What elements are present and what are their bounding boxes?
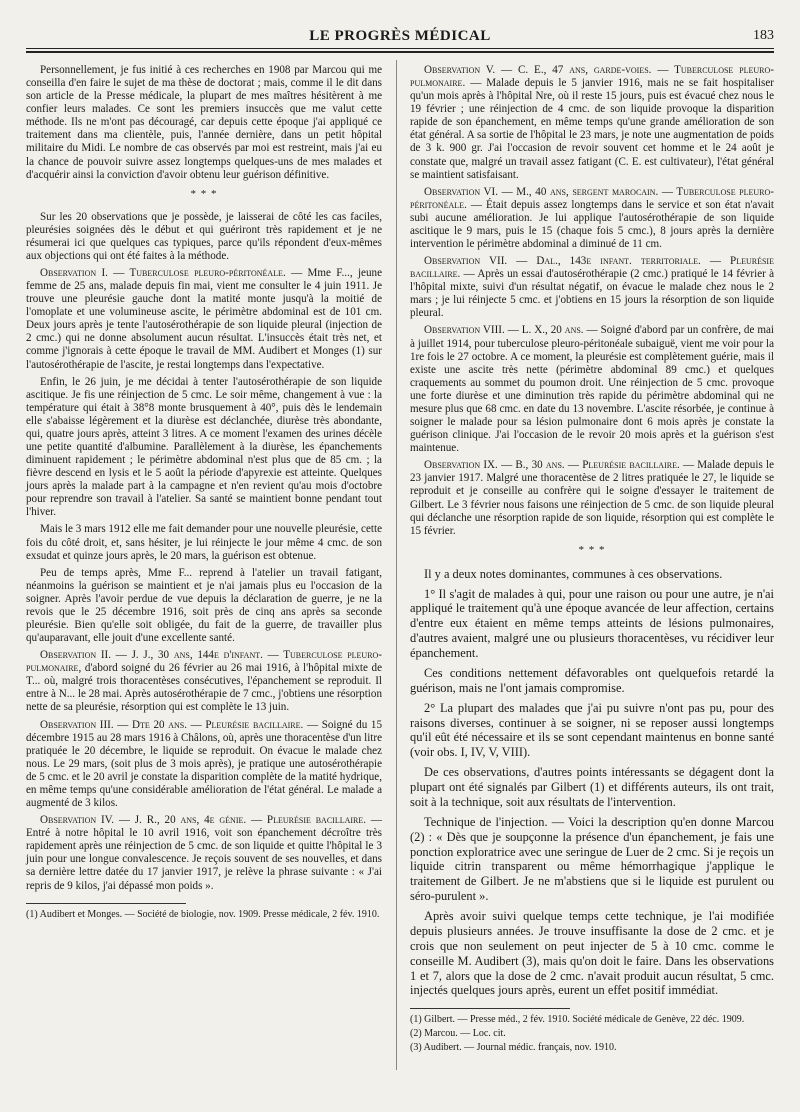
observation-6-heading: Observation VI. — M., 40 ans, sergent marocain. — Tuberculose pleuro-péritonéale.: [410, 185, 774, 211]
observation-9-text: — Malade depuis le 23 janvier 1917. Malgré une thoracentèse de 2 litres pratiquée le 27, le liquide se reproduit et je conseille au confrère qui le soigne d'essayer le traitement de Gilbert. Le 3 février nous faisons une réinjection de 5 cmc. de son liquide pleural qui déclanche une résorption rapide de son liquide, résorption qui est complète le 15 février.: [410, 459, 774, 537]
observation-7: [410, 255, 774, 320]
observation-1-followup: Peu de temps après, Mme F... reprend à l'atelier un travail fatigant, néanmoins la guérison se maintient et je n'ai jamais plus eu l'occasion de la soigner. Après l'avoir perdue de vue depuis la déclaration de guerre, je ne la revois que le 25 décembre 1916, soit près de cinq ans après sa seconde pleurésie. Bien qu'elle soit obligée, du fait de la guerre, de travailler plus qu'auparavant, elle jouit d'une excellente santé.: [26, 566, 382, 645]
observation-1-relapse: Mais le 3 mars 1912 elle me fait demander pour une nouvelle pleurésie, cette fois du côté droit, et, sans hésiter, je lui réinjecte le jour même 4 cmc. de son exsudat et quinze jours après, le 20 mars, la guérison est obtenue.: [26, 523, 382, 562]
journal-title: LE PROGRÈS MÉDICAL: [309, 28, 491, 44]
observation-7-text: — Après un essai d'autosérothérapie (2 cmc.) pratiqué le 14 février à l'hôpital mixte, suivi d'un résultat négatif, on évacue le malade chez nous le 2 mars ; je lui réinjecte 5 cmc. et j'obtiens en 15 jours la résorption de son liquide pleural.: [410, 268, 774, 320]
observation-1-heading: Observation I. — Tuberculose pleuro-péritonéale.: [40, 266, 286, 279]
discussion-paragraph: Il y a deux notes dominantes, communes à ces observations.: [424, 566, 723, 581]
observation-5: [410, 64, 774, 182]
observation-5-text: — Malade depuis le 5 janvier 1916, mais ne se fait hospitaliser qu'un mois après à l'hôpital Nre, où il reste 15 jours, puis est évacué chez nous le 19 février ; une réinjection de 4 cmc. de son liquide provoque la disparition rapide de son épanchement, en même temps qu'une grande amélioration de son état général. A sa sortie de l'hôpital le 23 mars, je note une augmentation de poids de 3 k. 900 gr. J'ai l'occasion de revoir souvent cet homme et le 24 août je constate que, malgré un travail assez fatigant (C. E. est cultivateur), l'état général se maintient satisfaisant.: [410, 77, 774, 181]
column-divider: [396, 60, 397, 1070]
footnote-rule: [26, 903, 186, 904]
technique-paragraph: Après avoir suivi quelque temps cette technique, je l'ai modifiée depuis plusieurs années. Je trouve insuffisante la dose de 2 cmc. et je crois que non seulement on peut injecter de 5 à 10 cmc. comme le conseille M. Audibert (3), mais qu'on doit le faire. Dans les observations 1 et 7, alors que la dose de 2 cmc. n'avait produit aucun résultat, 5 cmc. injectés quelques jours après, eurent un effet positif immédiat.: [410, 909, 774, 998]
observation-9: [410, 459, 774, 537]
technique-paragraph: Technique de l'injection. — Voici la description qu'en donne Marcou (2) : « Dès que je soupçonne la présence d'un épanchement, je fais une ponction exploratrice avec une seringue de Luer de 2 cmc. Si je reçois un liquide citrin transparent ou même hémorrhagique j'applique le traitement de Gilbert. Je ne m'abstiens que si le liquide est purulent ou séro-purulent ».: [410, 814, 774, 904]
section-separator: * * *: [190, 187, 218, 200]
right-column: [410, 64, 774, 1056]
observation-3-heading: Observation III. — Dte 20 ans. — Pleurésie bacillaire.: [40, 718, 304, 731]
section-separator: * * *: [578, 543, 606, 556]
observation-1-continued: Enfin, le 26 juin, je me décidai à tenter l'autosérothérapie de son liquide ascitique. Je fis une réinjection de 5 cmc. Le soir même, changement à vue : la température qui était à 38°8 monte brusquement à 40°, puis dès le lendemain elle s'abaisse légèrement et la diurèse est déclanchée, diurèse très abondante, qui, quatre jours après, atteint 3 litres. A ce moment l'examen des urines décèle une petite quantité d'albumine. Parallèlement à la diurèse, les épanchements diminuent rapidement ; le périmètre abdominal n'est plus que de 85 cm. ; la fièvre descend en lysis et le 5 août la période d'apyrexie est atteinte. Quelques jours après la malade part à la campagne et n'en revient qu'au mois d'octobre pour reprendre son travail à l'atelier. Sa santé se maintient bonne pendant tout l'hiver.: [26, 375, 382, 519]
observation-8-text: — Soigné d'abord par un confrère, de mai à juillet 1914, pour tuberculose pleuro-péritonéale subaiguë, vient me voir pour la 1re fois le 27 octobre. A ce moment, la pleurésie est complètement guérie, mais il existe une ascite très nette (périmètre abdominal 89 cmc.) et quelques craquements au sommet du poumon droit. Une réinjection de 5 cmc. provoque une forte diurèse et une diminution très rapide du périmètre abdominal qui ne mesure plus que 68 cmc. en date du 13 novembre. L'ascite résorbée, je continue à soigner le malade pour sa lésion pulmonaire dont 6 mois après je constate la guérison clinique. J'ai l'occasion de le revoir 20 mois après et la guérison s'est maintenue.: [410, 324, 774, 455]
observation-6: [410, 186, 774, 251]
observation-2-text: d'abord soigné du 26 février au 26 mai 1916, à l'hôpital mixte de T... où, malgré trois thoracentèses consécutives, l'épanchement se reproduit. Il entre à N... le 28 mai. Après autosérothérapie de 7 cmc., j'obtiens une résorption nette de sa pleurésie, résorption qui est complète le 13 juin.: [26, 662, 383, 714]
footnote-rule: [410, 1008, 570, 1009]
observation-9-heading: Observation IX. — B., 30 ans. — Pleurésie bacillaire.: [424, 459, 680, 472]
footnote: (1) Audibert et Monges. — Société de biologie, nov. 1909. Presse médicale, 2 fév. 1910.: [26, 908, 380, 920]
intro-paragraph: Personnellement, je fus initié à ces recherches en 1908 par Marcou qui me conseilla d'en faire le sujet de ma thèse de doctorat ; mais, comme il le dit dans son article de la Presse médicale, la plupart de mes maîtres hésitèrent à me confier leurs malades. Ce sont les premiers insuccès que me valut cette méthode. Ils ne m'ont pas découragé, car depuis cette époque j'ai appliqué ce traitement dans ma clientèle, puis, l'année dernière, dans un petit hôpital militaire du Midi. Le nombre de cas observés par moi est restreint, mais j'ai eu la chance de pouvoir suivre assez longtemps quelques-uns de mes malades et d'acquérir ainsi la conviction d'avoir obtenu leur guérison définitive.: [26, 64, 382, 181]
page-header: [26, 24, 774, 46]
discussion-paragraph: 2° La plupart des malades que j'ai pu suivre n'ont pas pu, pour des raisons diverses, continuer à se soigner, ni se reposer aussi longtemps qu'il eût été nécessaire et ils se sont cependant maintenus en bonne santé (voir obs. I, IV, V, VIII).: [410, 700, 774, 760]
observation-2-heading: Observation II. — J. J., 30 ans, 144e d'infant. — Tuberculose pleuro-pulmonaire,: [26, 649, 382, 675]
observation-8: [410, 324, 774, 455]
observation-4-heading: Observation IV. — J. R., 20 ans, 4e génie. — Pleurésie bacillaire.: [40, 814, 367, 827]
observation-4: [26, 814, 382, 892]
observation-7-heading: Observation VII. — Dal., 143e infant. territoriale. — Pleurésie bacillaire.: [410, 255, 774, 281]
observation-6-text: — Était depuis assez longtemps dans le service et son état n'avait subi aucune amélioration. Je lui applique l'autosérothérapie de son liquide ascitique le 9 mars, puis le 15 (chaque fois 5 cmc.), 8 jours après la dernière intervention le périmètre abdominal a diminué de 11 cm.: [410, 198, 774, 251]
observations-intro: Sur les 20 observations que je possède, je laisserai de côté les cas faciles, pleurésies soignées dès le début et qui guériront très rapidement et je ne résumerai ici que quelques cas typiques, parce qu'ils répondent d'eux-mêmes aux objections qui ont été faites à la méthode.: [26, 210, 382, 262]
footnote: (3) Audibert. — Journal médic. français, nov. 1910.: [410, 1042, 617, 1054]
page-number: 183: [753, 28, 774, 43]
observation-8-heading: Observation VIII. — L. X., 20 ans.: [424, 324, 584, 337]
header-rule: [26, 48, 774, 49]
footnote: (2) Marcou. — Loc. cit.: [410, 1028, 506, 1040]
discussion-paragraph: Ces conditions nettement défavorables ont quelquefois retardé la guérison, mais ne l'ont jamais compromise.: [410, 665, 774, 695]
header-rule-thick: [26, 51, 774, 53]
observation-1-text: — Mme F..., jeune femme de 25 ans, malade depuis fin mai, vient me consulter le 4 juin 1911. Je trouve une pleurésie gauche dont la matité monte jusqu'à la moitié de l'omoplate et une volumineuse ascite, le périmètre abdominal est de 101 cm. Deux jours après je tente l'autosérothérapie de son liquide pleural (injection de 2 cmc.) qui ne donne absolument aucun résultat. L'insuccès était très net, et comme j'ignorais à cette époque le travail de MM. Audibert et Monges (1) sur l'autosérothérapie de l'ascite, je restai longtemps dans l'expectative.: [26, 266, 382, 371]
left-column: [26, 64, 382, 923]
discussion-paragraph: De ces observations, d'autres points intéressants se dégagent dont la plupart ont été signalés par Gilbert (1) et différents auteurs, ils ont trait, soit à la technique, soit aux résultats de l'intervention.: [410, 765, 774, 809]
observation-3: [26, 719, 382, 811]
footnote: (1) Gilbert. — Presse méd., 2 fév. 1910. Société médicale de Genève, 22 déc. 1909.: [410, 1014, 745, 1026]
observation-1: [26, 267, 382, 372]
observation-5-heading: Observation V. — C. E., 47 ans, garde-voies. — Tuberculose pleuro-pulmonaire.: [410, 64, 774, 90]
observation-4-text: — Entré à notre hôpital le 10 avril 1916, voit son épanchement décroître très rapidement après une réinjection de 5 cmc. de son liquide et quitte l'hôpital le 3 juin pour une longue convalescence. Je reçois souvent de ses nouvelles, et dans sa dernière lettre datée du 17 janvier 1917, je relève la phrase suivante : « J'ai repris de 9 kilos, j'ai dépassé mon poids ».: [26, 814, 382, 892]
discussion-paragraph: 1° Il s'agit de malades à qui, pour une raison ou pour une autre, je n'ai appliqué le traitement qu'à une époque avancée de leur affection, certains d'entre eux étaient en même temps atteints de lésions pulmonaires, d'autres avaient, malgré une ou plusieurs thoracentèses, vu récidiver leur épanchement.: [410, 586, 774, 661]
observation-3-text: — Soigné du 15 décembre 1915 au 28 mars 1916 à Châlons, où, après une thoracentèse d'un litre pratiquée le 20 décembre, le liquide se reproduit. On évacue le malade chez nous. Le 29 mars, (soit plus de 3 mois après), je pratique une autosérothérapie de 5 cmc. et le 20 avril je constate la disparition complète de la matité hydrique, en même temps qu'une considérable amélioration de l'état général. Le malade a augmenté de 3 kilos.: [26, 718, 383, 810]
observation-2: [26, 649, 382, 714]
